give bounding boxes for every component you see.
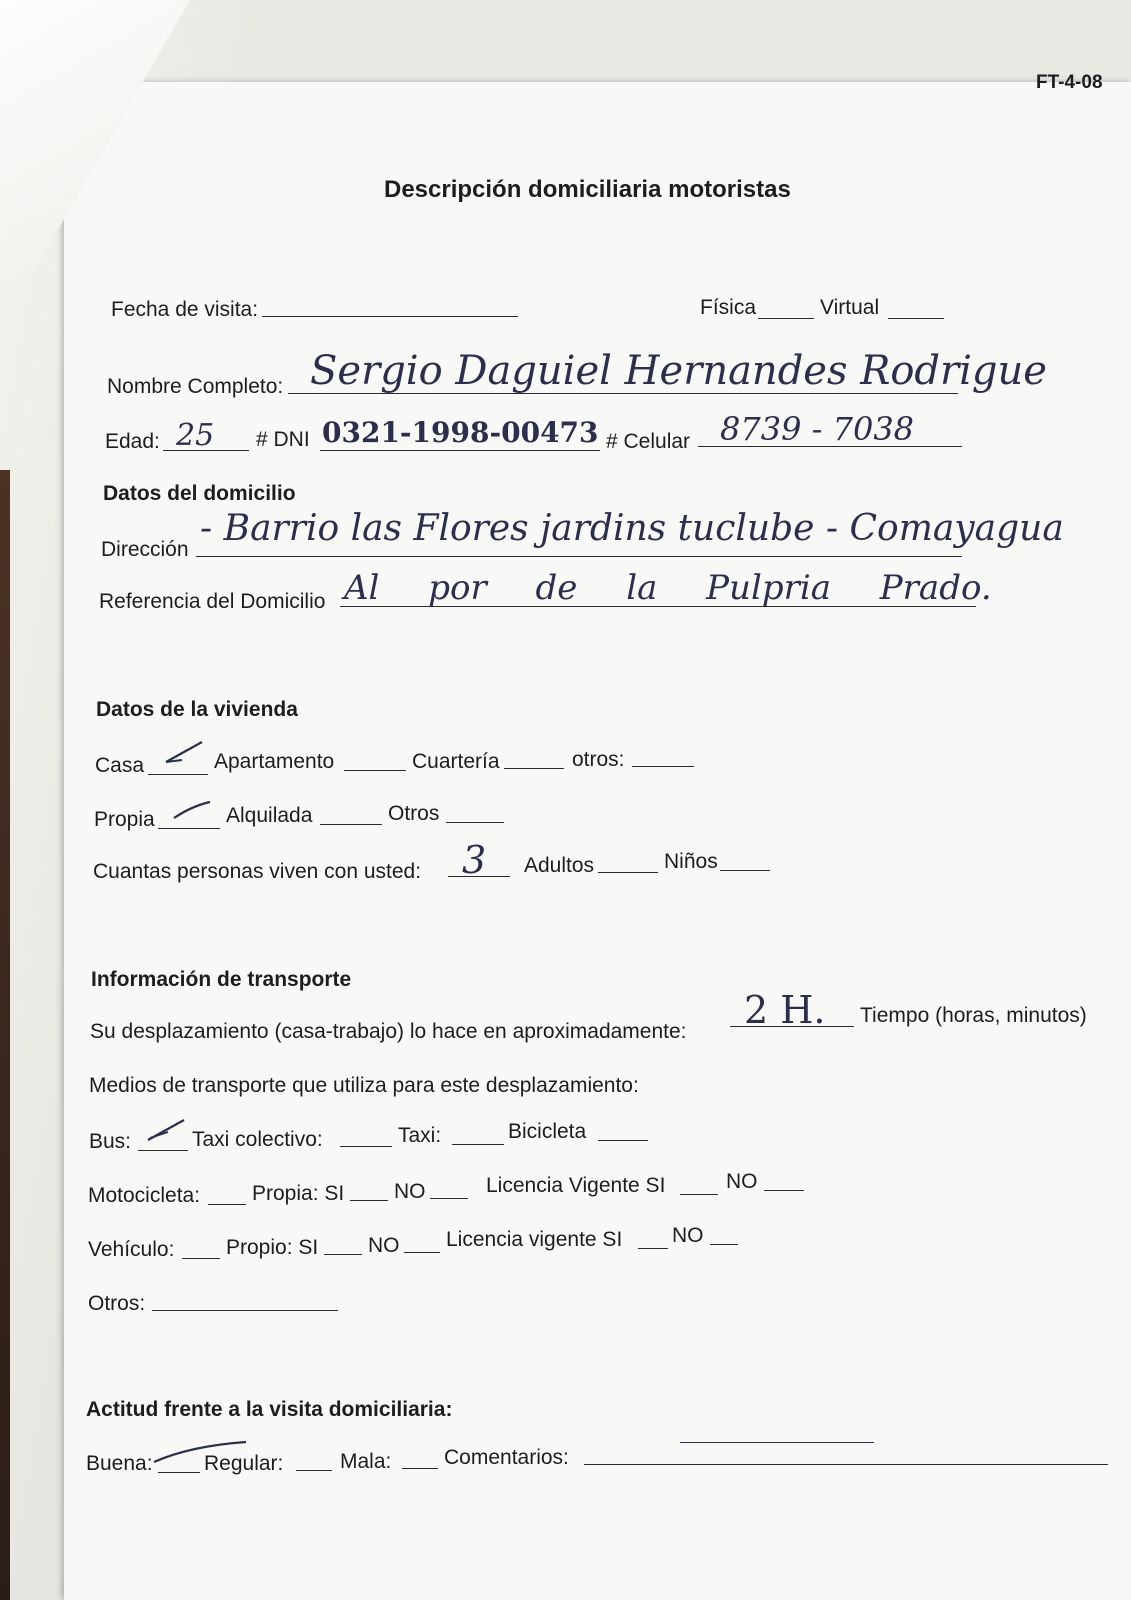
fecha-field[interactable] <box>262 316 518 317</box>
taxi-label: Taxi: <box>398 1124 442 1147</box>
otros-tenencia-field[interactable] <box>446 822 504 823</box>
vehiculo-propio-si-field[interactable] <box>324 1254 362 1255</box>
domicilio-heading: Datos del domicilio <box>103 482 296 505</box>
virtual-label: Virtual <box>820 296 880 319</box>
mala-label: Mala: <box>340 1450 392 1473</box>
otros-transporte-field[interactable] <box>152 1310 338 1311</box>
moto-propia-no-field[interactable] <box>430 1198 468 1199</box>
mala-field[interactable] <box>402 1468 438 1469</box>
direccion-value: - Barrio las Flores jardins tuclube - Comayagua <box>200 508 1064 549</box>
vehiculo-field[interactable] <box>182 1258 220 1259</box>
edad-label: Edad: <box>105 430 160 453</box>
celular-value: 8739 - 7038 <box>720 410 915 448</box>
bus-field[interactable] <box>138 1150 188 1151</box>
comentarios-label: Comentarios: <box>444 1446 569 1469</box>
referencia-label: Referencia del Domicilio <box>99 590 326 613</box>
propia-field[interactable] <box>158 828 220 829</box>
otros-vivienda-label: otros: <box>572 748 625 771</box>
regular-label: Regular: <box>204 1452 284 1475</box>
fecha-label: Fecha de visita: <box>111 298 259 321</box>
taxi-field[interactable] <box>452 1144 504 1145</box>
regular-field[interactable] <box>296 1470 332 1471</box>
otros-vivienda-field[interactable] <box>632 766 694 767</box>
direccion-field[interactable] <box>196 556 962 557</box>
vehiculo-licencia-si-field[interactable] <box>638 1248 668 1249</box>
cuarteria-label: Cuartería <box>412 750 500 773</box>
ninos-label: Niños <box>664 850 718 873</box>
moto-propia-si-label: Propia: SI <box>252 1182 345 1205</box>
vehiculo-propio-no-field[interactable] <box>404 1252 440 1253</box>
ninos-field[interactable] <box>720 870 770 871</box>
vehiculo-licencia-label: Licencia vigente SI <box>446 1228 623 1251</box>
form-code: FT-4-08 <box>1036 72 1103 93</box>
vehiculo-licencia-no-field[interactable] <box>710 1244 738 1245</box>
desplazamiento-label: Su desplazamiento (casa-trabajo) lo hace en aproximadamente: <box>90 1020 687 1043</box>
tiempo-label: Tiempo (horas, minutos) <box>860 1004 1087 1027</box>
moto-licencia-no-label: NO <box>726 1170 758 1193</box>
comentarios-field[interactable] <box>584 1464 1108 1465</box>
casa-label: Casa <box>95 754 145 777</box>
adultos-field[interactable] <box>598 872 658 873</box>
buena-field[interactable] <box>158 1472 200 1473</box>
check-icon <box>164 740 204 764</box>
adultos-label: Adultos <box>524 854 595 877</box>
apartamento-field[interactable] <box>344 770 406 771</box>
comentarios-handwritten-line <box>680 1442 874 1443</box>
bicicleta-field[interactable] <box>598 1140 648 1141</box>
vehiculo-propio-no-label: NO <box>368 1234 400 1257</box>
vivienda-heading: Datos de la vivienda <box>96 698 298 721</box>
actitud-heading: Actitud frente a la visita domiciliaria: <box>86 1398 453 1421</box>
virtual-field[interactable] <box>888 318 944 319</box>
taxi-colectivo-field[interactable] <box>340 1146 392 1147</box>
desplazamiento-value: 2 H. <box>744 988 826 1032</box>
page-title: Descripción domiciliaria motoristas <box>384 176 791 203</box>
nombre-label: Nombre Completo: <box>107 375 284 398</box>
vehiculo-licencia-no-label: NO <box>672 1224 704 1247</box>
alquilada-label: Alquilada <box>226 804 313 827</box>
dni-label: # DNI <box>256 428 310 451</box>
dni-field[interactable] <box>320 450 600 451</box>
check-icon <box>172 798 212 822</box>
transporte-heading: Información de transporte <box>91 968 352 991</box>
nombre-value: Sergio Daguiel Hernandes Rodrigue <box>310 348 1047 394</box>
propia-label: Propia <box>94 808 155 831</box>
personas-label: Cuantas personas viven con usted: <box>93 860 422 883</box>
casa-field[interactable] <box>148 774 208 775</box>
otros-tenencia-label: Otros <box>388 802 440 825</box>
motocicleta-field[interactable] <box>208 1204 246 1205</box>
personas-value: 3 <box>462 838 487 882</box>
celular-label: # Celular <box>606 430 691 453</box>
moto-licencia-si-field[interactable] <box>680 1194 718 1195</box>
buena-label: Buena: <box>86 1452 153 1475</box>
moto-licencia-label: Licencia Vigente SI <box>486 1174 666 1197</box>
alquilada-field[interactable] <box>320 824 382 825</box>
otros-transporte-label: Otros: <box>88 1292 146 1315</box>
referencia-value: Al por de la Pulpria Prado. <box>344 568 992 608</box>
medios-label: Medios de transporte que utiliza para este desplazamiento: <box>89 1074 639 1097</box>
fisica-label: Física <box>700 296 757 319</box>
fisica-field[interactable] <box>758 318 814 319</box>
bicicleta-label: Bicicleta <box>508 1120 587 1143</box>
edad-value: 25 <box>176 418 215 453</box>
vehiculo-propio-si-label: Propio: SI <box>226 1236 319 1259</box>
dni-value: 0321-1998-00473 <box>322 416 599 449</box>
moto-propia-si-field[interactable] <box>350 1200 388 1201</box>
moto-licencia-no-field[interactable] <box>764 1190 804 1191</box>
taxi-colectivo-label: Taxi colectivo: <box>192 1128 323 1151</box>
apartamento-label: Apartamento <box>214 750 335 773</box>
bus-label: Bus: <box>89 1130 132 1153</box>
direccion-label: Dirección <box>101 538 189 561</box>
motocicleta-label: Motocicleta: <box>88 1184 201 1207</box>
table-edge <box>0 470 10 1600</box>
cuarteria-field[interactable] <box>504 768 564 769</box>
check-icon <box>146 1118 186 1142</box>
moto-propia-no-label: NO <box>394 1180 426 1203</box>
vehiculo-label: Vehículo: <box>88 1238 175 1261</box>
